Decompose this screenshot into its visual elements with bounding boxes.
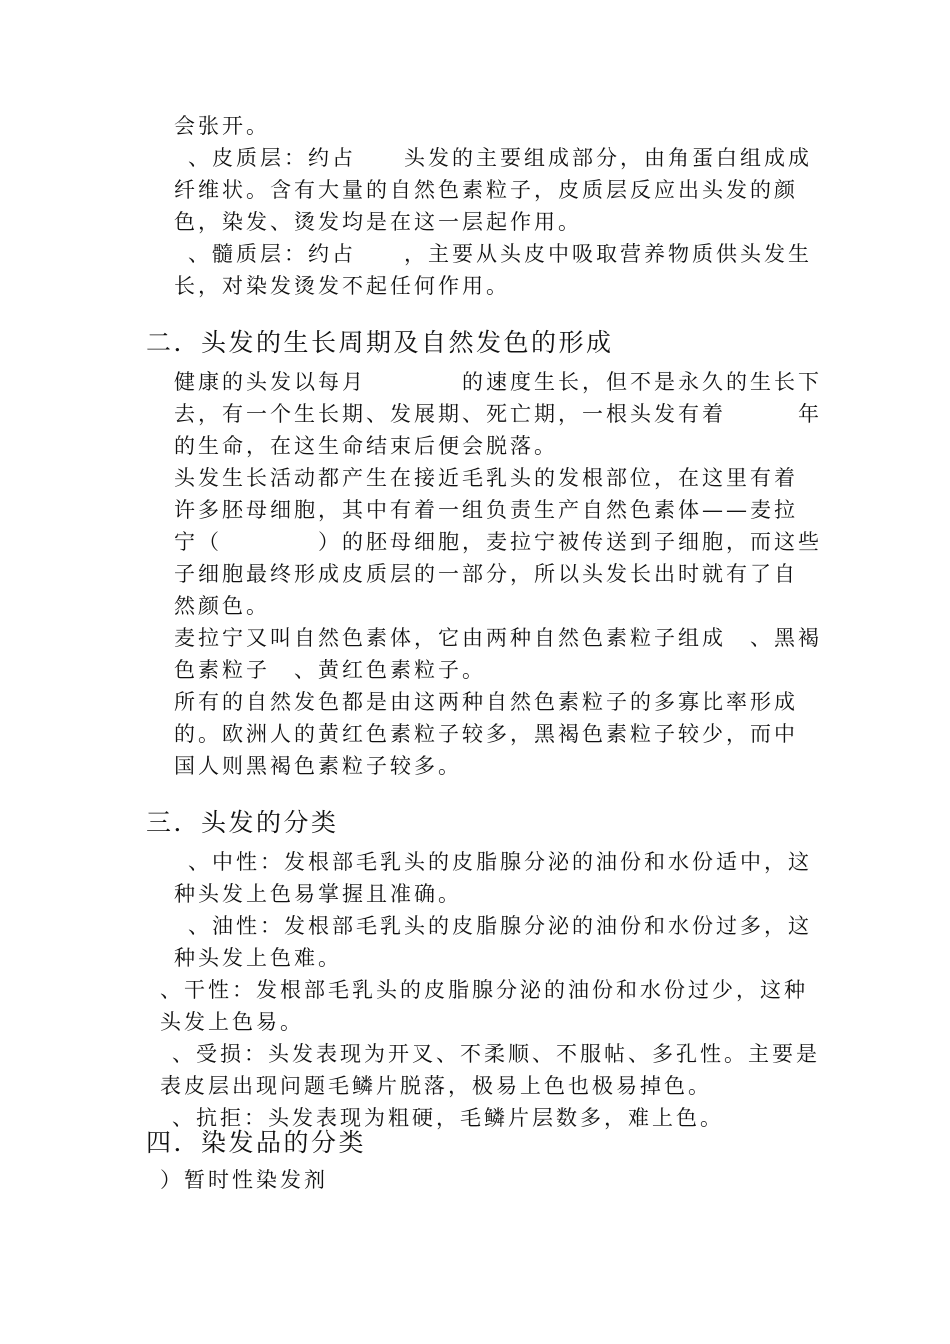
paragraph-line: 的。欧洲人的黄红色素粒子较多，黑褐色素粒子较少，而中 <box>174 722 798 746</box>
paragraph-line: 色，染发、烫发均是在这一层起作用。 <box>174 210 582 234</box>
paragraph-line: 、受损：头发表现为开叉、不柔顺、不服帖、多孔性。主要是 <box>172 1042 820 1066</box>
paragraph-line: 子细胞最终形成皮质层的一部分，所以头发长出时就有了自 <box>174 562 798 586</box>
paragraph-line: 会张开。 <box>174 114 270 138</box>
paragraph-line: 麦拉宁又叫自然色素体，它由两种自然色素粒子组成 、黑褐 <box>174 626 822 650</box>
paragraph-line: 健康的头发以每月 的速度生长，但不是永久的生长下 <box>174 370 822 394</box>
paragraph-line: 表皮层出现问题毛鳞片脱落，极易上色也极易掉色。 <box>160 1074 712 1098</box>
section-heading: 四．染发品的分类 <box>146 1128 367 1157</box>
paragraph-line: 然颜色。 <box>174 594 270 618</box>
paragraph-line: 、干性：发根部毛乳头的皮脂腺分泌的油份和水份过少，这种 <box>160 978 808 1002</box>
paragraph-line: 头发生长活动都产生在接近毛乳头的发根部位，在这里有着 <box>174 466 798 490</box>
paragraph-line: 的生命，在这生命结束后便会脱落。 <box>174 434 558 458</box>
paragraph-line: 色素粒子 、黄红色素粒子。 <box>174 658 486 682</box>
paragraph-line: 长，对染发烫发不起任何作用。 <box>174 274 510 298</box>
paragraph-line: 、髓质层：约占 ，主要从头皮中吸取营养物质供头发生 <box>188 242 812 266</box>
paragraph-line: 种头发上色易掌握且准确。 <box>174 882 462 906</box>
paragraph-line: 宁（ ）的胚母细胞，麦拉宁被传送到子细胞，而这些 <box>174 530 822 554</box>
section-heading: 二．头发的生长周期及自然发色的形成 <box>146 328 614 357</box>
paragraph-line: 所有的自然发色都是由这两种自然色素粒子的多寡比率形成 <box>174 690 798 714</box>
paragraph-line: 纤维状。含有大量的自然色素粒子，皮质层反应出头发的颜 <box>174 178 798 202</box>
paragraph-line: 许多胚母细胞，其中有着一组负责生产自然色素体——麦拉 <box>174 498 798 522</box>
paragraph-line: 头发上色易。 <box>160 1010 304 1034</box>
paragraph-line: 、油性：发根部毛乳头的皮脂腺分泌的油份和水份过多，这 <box>188 914 812 938</box>
paragraph-line: 去，有一个生长期、发展期、死亡期，一根头发有着 年 <box>174 402 822 426</box>
paragraph-line: ）暂时性染发剂 <box>160 1168 328 1192</box>
section-heading: 三．头发的分类 <box>146 808 339 837</box>
paragraph-line: 、中性：发根部毛乳头的皮脂腺分泌的油份和水份适中，这 <box>188 850 812 874</box>
paragraph-line: 国人则黑褐色素粒子较多。 <box>174 754 462 778</box>
paragraph-line: 、皮质层：约占 头发的主要组成部分，由角蛋白组成成 <box>188 146 812 170</box>
paragraph-line: 、抗拒：头发表现为粗硬，毛鳞片层数多，难上色。 <box>172 1106 724 1130</box>
paragraph-line: 种头发上色难。 <box>174 946 342 970</box>
